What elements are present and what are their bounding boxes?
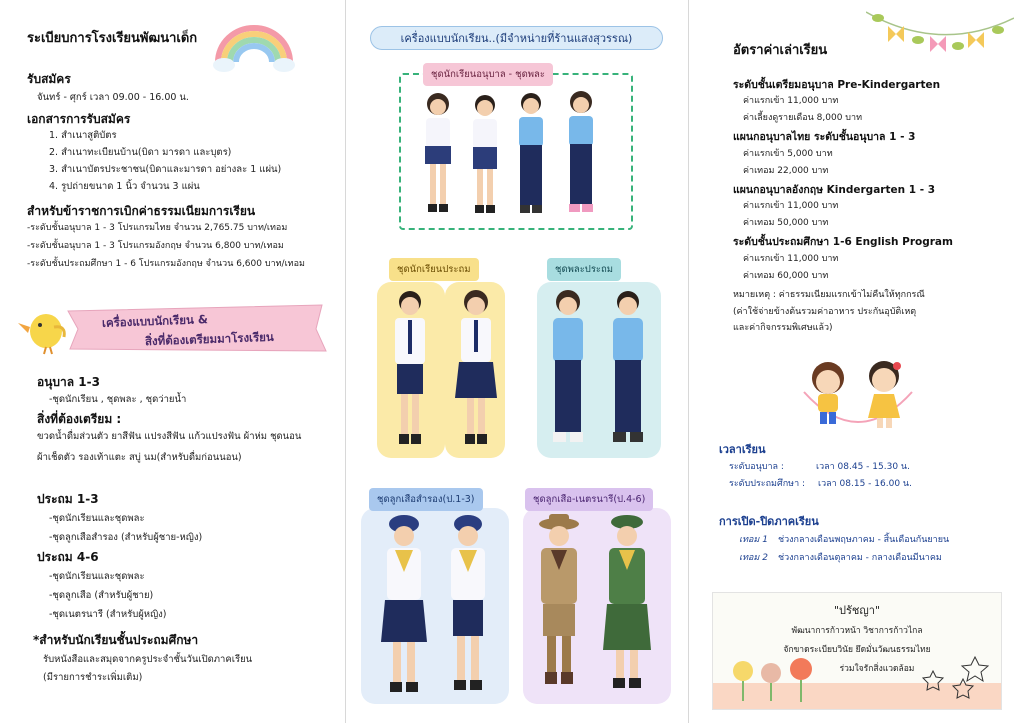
- butterfly-garland-illustration: [866, 4, 1014, 62]
- study-time-primary-value: เวลา 08.15 - 16.00 น.: [818, 479, 912, 489]
- eng-kg-row: ค่าเทอม 50,000 บาท: [743, 218, 829, 228]
- tag-primary-uniform: ชุดนักเรียนประถม: [389, 258, 479, 281]
- banner-line-2: สิ่งที่ต้องเตรียมมาโรงเรียน: [144, 329, 274, 349]
- kid-photo-kg-pe-girl: [559, 88, 603, 222]
- thai-kg-row: ค่าเทอม 22,000 บาท: [743, 166, 829, 176]
- thai-kg-heading: แผนกอนุบาลไทย ระดับชั้นอนุบาล 1 - 3: [733, 131, 916, 143]
- star-illustration: [913, 653, 997, 701]
- eng-kg-row: ค่าแรกเข้า 11,000 บาท: [743, 201, 839, 211]
- doc-item: 1. สำเนาสูติบัตร: [49, 130, 117, 141]
- note-line-3: และค่ากิจกรรมพิเศษแล้ว): [733, 323, 833, 333]
- kid-photo-guide-girl: [599, 512, 655, 700]
- civil-row: -ระดับชั้นประถมศึกษา 1 - 6 โปรแกรมอังกฤษ จำนวน 6,600 บาท/เทอม: [27, 259, 305, 269]
- kg-uniform: -ชุดนักเรียน , ชุดพละ , ชุดว่ายน้ำ: [49, 394, 187, 405]
- term-heading: การเปิด-ปิดภาคเรียน: [719, 515, 819, 528]
- ep-row: ค่าเทอม 60,000 บาท: [743, 271, 829, 281]
- kids-jumping-rope-illustration: [794, 352, 922, 436]
- kid-photo-kg-boy: [464, 92, 506, 222]
- study-time-heading: เวลาเรียน: [719, 443, 766, 456]
- philosophy-title: "ปรัชญา": [833, 604, 881, 617]
- term-1-label: เทอม 1: [739, 535, 768, 545]
- kg-heading: อนุบาล 1-3: [37, 375, 100, 389]
- civil-heading: สำหรับข้าราชการเบิกค่าธรรมเนียมการเรียน: [27, 204, 256, 218]
- term-1-value: ช่วงกลางเดือนพฤษภาคม - สิ้นเดือนกันยายน: [778, 535, 950, 545]
- p46-item: -ชุดเนตรนารี (สำหรับผู้หญิง): [49, 609, 167, 620]
- registration-title: ระเบียบการโรงเรียนพัฒนาเด็ก: [27, 31, 198, 46]
- doc-item: 3. สำเนาบัตรประชาชน(บิดาและมารดา อย่างละ 1 แผ่น): [49, 164, 282, 175]
- eng-kg-heading: แผนกอนุบาลอังกฤษ Kindergarten 1 - 3: [733, 184, 936, 196]
- philosophy-card: [712, 592, 1002, 710]
- civil-row: -ระดับชั้นอนุบาล 1 - 3 โปรแกรมไทย จำนวน 2,765.75 บาท/เทอม: [27, 223, 288, 233]
- doc-item: 4. รูปถ่ายขนาด 1 นิ้ว จำนวน 3 แผ่น: [49, 181, 200, 192]
- note-line-2: (ค่าใช้จ่ายข้างต้นรวมค่าอาหาร ประกันอุบัติเหตุ: [733, 307, 917, 317]
- prek-row: ค่าแรกเข้า 11,000 บาท: [743, 96, 839, 106]
- tuition-title: อัตราค่าเล่าเรียน: [733, 43, 828, 58]
- fold-divider: [688, 0, 689, 723]
- kid-photo-scout-boy: [531, 512, 587, 700]
- p46-item: -ชุดลูกเสือ (สำหรับผู้ชาย): [49, 590, 154, 601]
- philosophy-line-3: ร่วมใจรักสิ่งแวดล้อม: [839, 664, 915, 674]
- term-2-value: ช่วงกลางเดือนตุลาคม - กลางเดือนมีนาคม: [778, 553, 942, 563]
- prek-heading: ระดับชั้นเตรียมอนุบาล Pre-Kindergarten: [733, 79, 941, 91]
- docs-heading: เอกสารการรับสมัคร: [27, 112, 131, 126]
- civil-list: [27, 219, 305, 273]
- prep-line-1: ขวดน้ำดื่มส่วนตัว ยาสีฟัน แปรงสีฟัน แก้วแปรงฟัน ผ้าห่ม ชุดนอน: [37, 431, 302, 442]
- term-2-label: เทอม 2: [739, 553, 768, 563]
- flower-illustration: [727, 653, 827, 705]
- apply-time: จันทร์ - ศุกร์ เวลา 09.00 - 16.00 น.: [37, 92, 189, 103]
- prep-line-2: ผ้าเช็ดตัว รองเท้าแตะ สบู่ นม(สำหรับดื่มก่อนนอน): [37, 452, 242, 463]
- philosophy-line-2: จักขาดระเบียบวินัย ยึดมั่นวัฒนธรรมไทย: [783, 645, 931, 655]
- study-time-kg-value: เวลา 08.45 - 15.30 น.: [816, 462, 910, 472]
- primary-note-line-2: (มีรายการชำระเพิ่มเติม): [43, 672, 143, 683]
- civil-row: -ระดับชั้นอนุบาล 1 - 3 โปรแกรมอังกฤษ จำนวน 6,800 บาท/เทอม: [27, 241, 284, 251]
- rainbow-illustration: [212, 22, 296, 74]
- primary-note-line-1: รับหนังสือและสมุดจากครูประจำชั้นวันเปิดภาคเรียน: [43, 654, 253, 665]
- p13-item: -ชุดลูกเสือสำรอง (สำหรับผู้ชาย-หญิง): [49, 532, 203, 543]
- left-panel: [0, 0, 345, 723]
- fold-divider: [345, 0, 346, 723]
- tag-scout-reserve: ชุดลูกเสือสำรอง(ป.1-3): [369, 488, 483, 511]
- tag-kg-uniform: ชุดนักเรียนอนุบาล - ชุดพละ: [423, 63, 553, 86]
- kid-photo-primary-girl: [453, 288, 499, 452]
- p46-item: -ชุดนักเรียนและชุดพละ: [49, 571, 145, 582]
- study-time-kg-label: ระดับอนุบาล :: [729, 462, 784, 472]
- kid-photo-pe-girl: [543, 288, 593, 452]
- p46-list: [49, 567, 167, 624]
- kid-photo-kg-pe-boy: [510, 90, 552, 222]
- docs-list: [49, 127, 281, 195]
- kid-photo-scout-reserve-girl: [377, 512, 431, 700]
- tag-primary-pe: ชุดพละประถม: [547, 258, 621, 281]
- kid-photo-primary-boy: [387, 288, 433, 452]
- banner-line-1: เครื่องแบบนักเรียน &: [101, 312, 209, 330]
- philosophy-line-1: พัฒนาการก้าวหน้า วิชาการก้าวไกล: [791, 626, 923, 636]
- thai-kg-row: ค่าแรกเข้า 5,000 บาท: [743, 149, 833, 159]
- p13-item: -ชุดนักเรียนและชุดพละ: [49, 513, 145, 524]
- prep-heading: สิ่งที่ต้องเตรียม :: [37, 412, 122, 426]
- p46-heading: ประถม 4-6: [37, 550, 99, 564]
- doc-item: 2. สำเนาทะเบียนบ้าน(บิดา มารดา และบุตร): [49, 147, 232, 158]
- note-line-1: หมายเหตุ : ค่าธรรมเนียมแรกเข้าไม่คืนให้ทุกกรณี: [733, 290, 925, 300]
- apply-heading: รับสมัคร: [27, 72, 71, 86]
- middle-panel: [347, 0, 687, 723]
- ep-heading: ระดับชั้นประถมศึกษา 1-6 English Program: [733, 236, 953, 248]
- uniform-shop-title: เครื่องแบบนักเรียน..(มีจำหน่ายที่ร้านแสงสุวรรณ): [370, 26, 663, 50]
- ep-row: ค่าแรกเข้า 11,000 บาท: [743, 254, 839, 264]
- study-time-primary-label: ระดับประถมศึกษา :: [729, 479, 806, 489]
- prek-row: ค่าเลี้ยงดูรายเดือน 8,000 บาท: [743, 113, 863, 123]
- kid-photo-pe-boy: [603, 288, 653, 452]
- primary-note-heading: *สำหรับนักเรียนชั้นประถมศึกษา: [33, 633, 199, 647]
- tag-scout-guide: ชุดลูกเสือ-เนตรนารี(ป.4-6): [525, 488, 653, 511]
- kid-photo-kg-girl: [417, 90, 459, 222]
- p13-heading: ประถม 1-3: [37, 492, 99, 506]
- p13-list: [49, 509, 202, 547]
- kid-photo-scout-reserve-boy: [441, 512, 495, 700]
